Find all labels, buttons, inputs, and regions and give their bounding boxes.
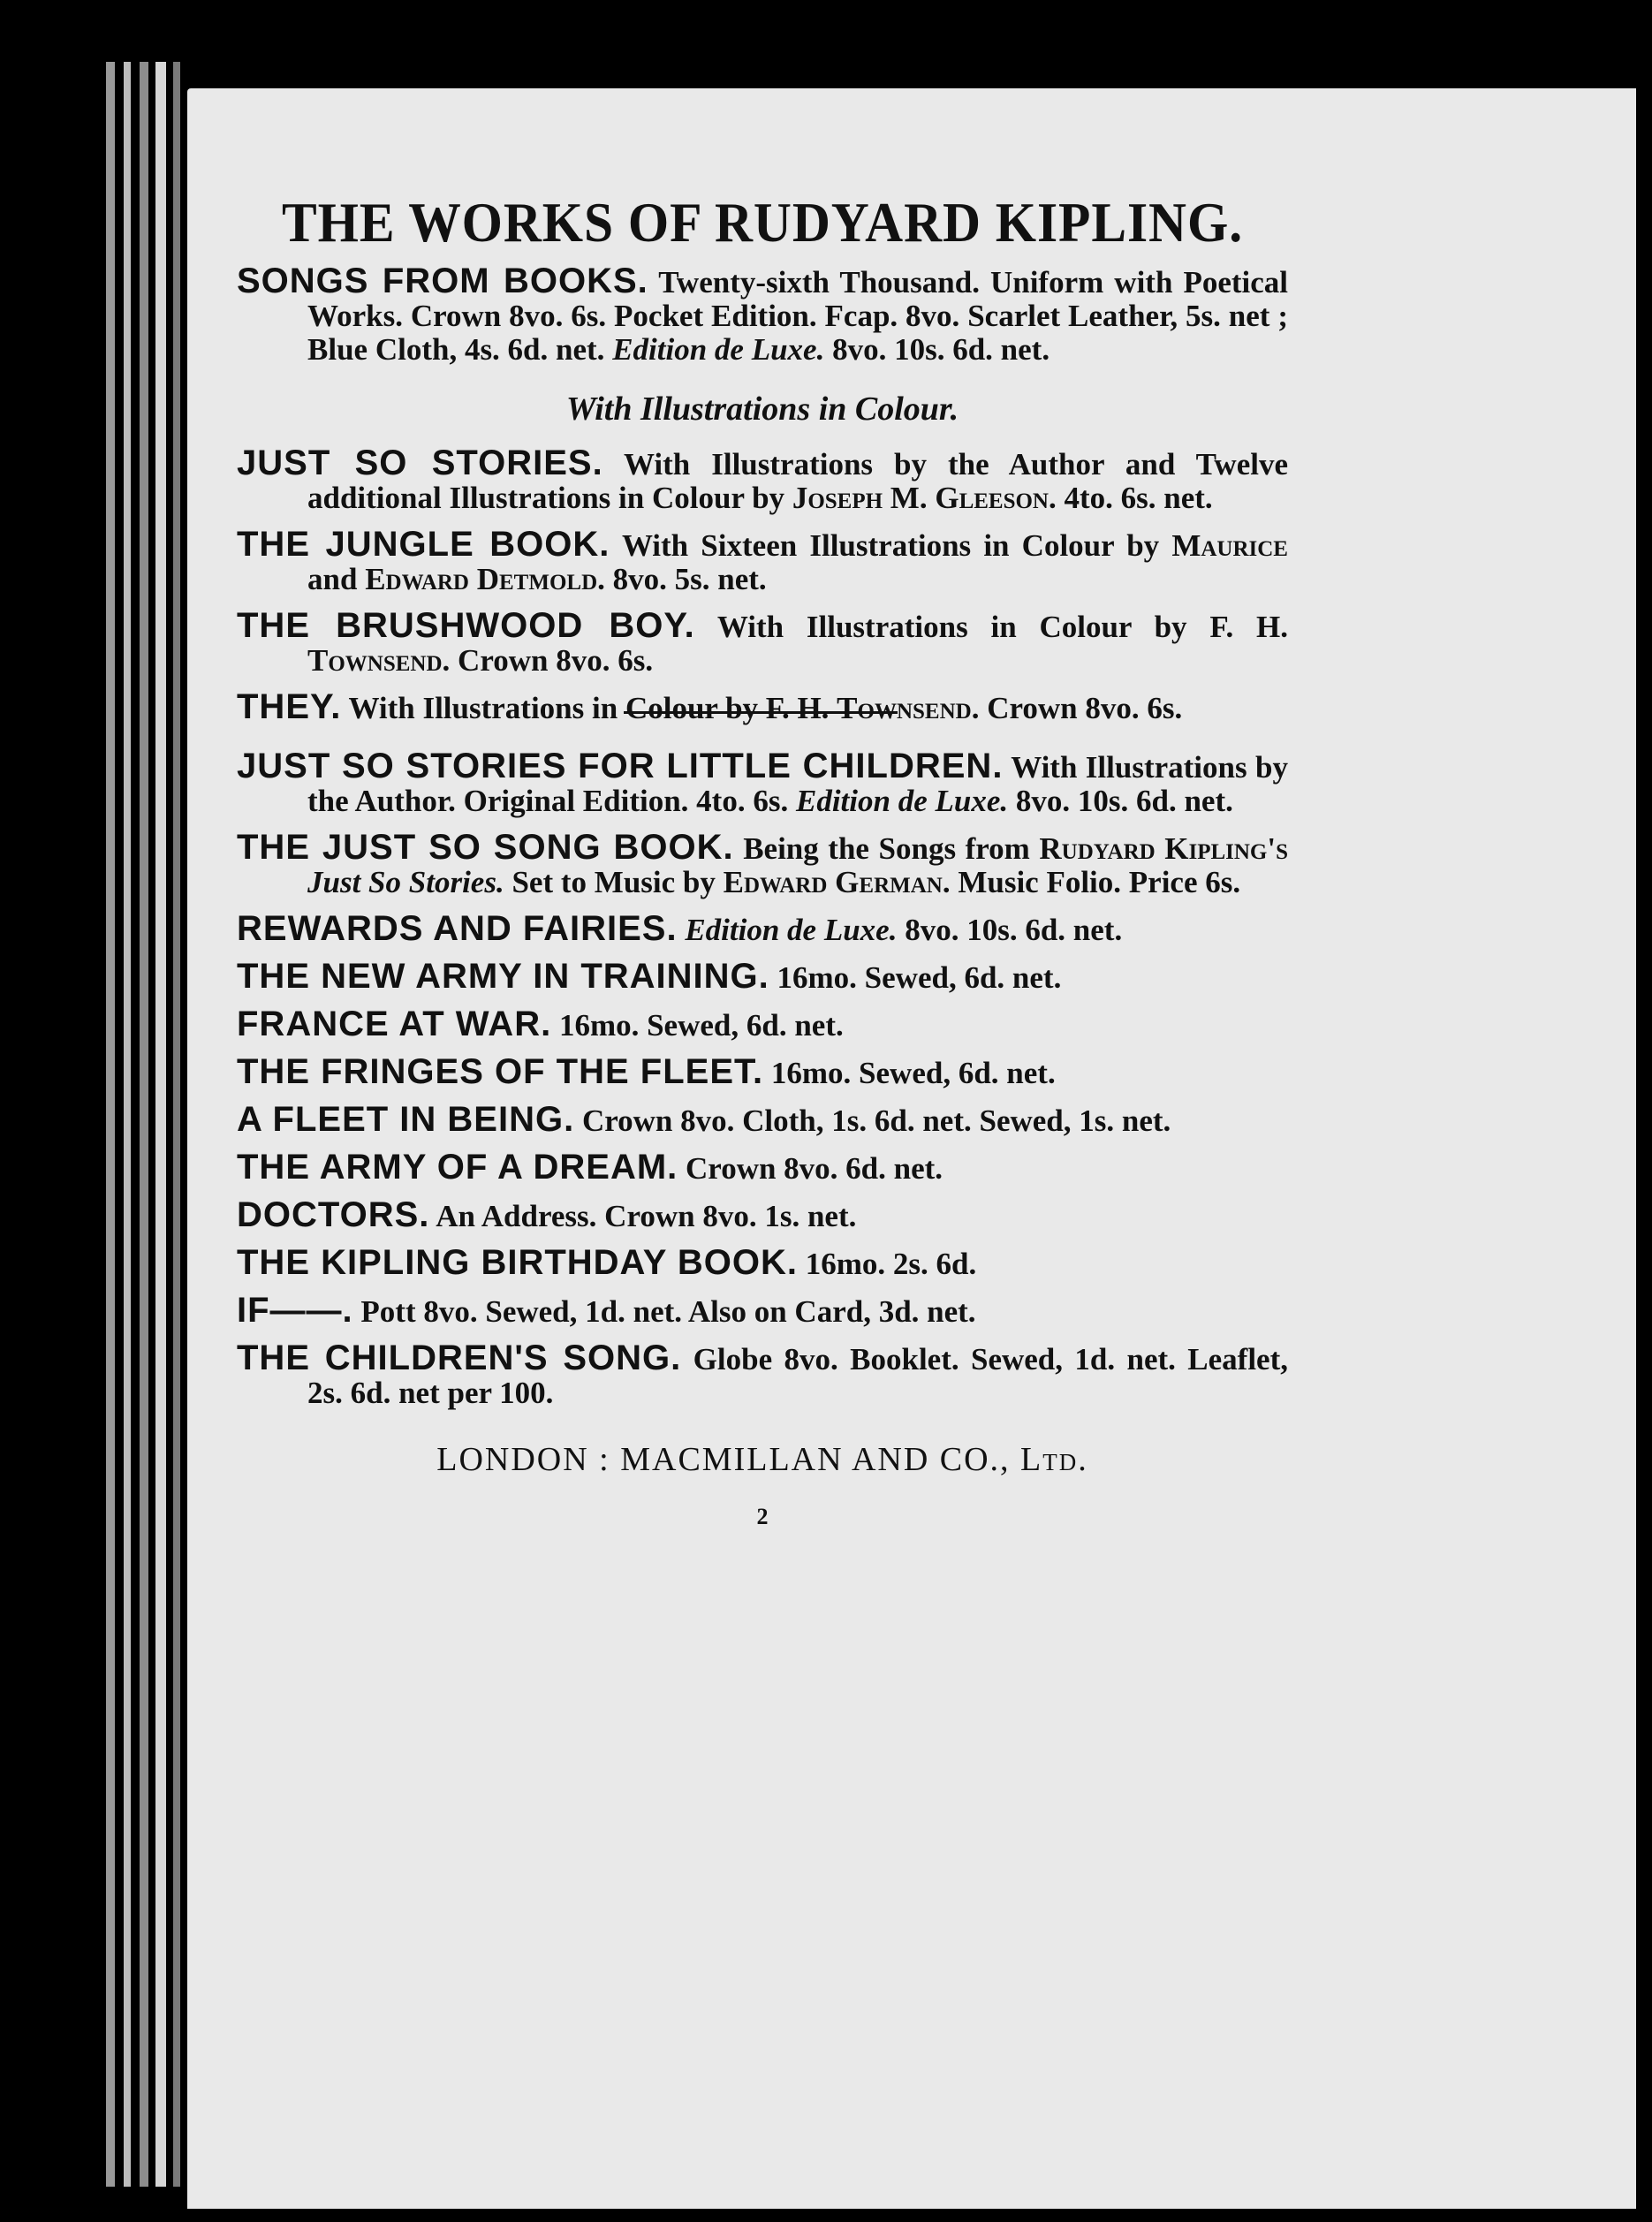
- book-entry: [237, 264, 1288, 367]
- book-details: Crown 8vo. Cloth, 1s. 6d. net. Sewed, 1s. net.: [581, 1103, 1171, 1138]
- book-details: Set to Music by: [504, 865, 724, 899]
- page-number: 2: [756, 1504, 769, 1529]
- book-entry: [237, 446, 1288, 515]
- book-title: THE KIPLING BIRTHDAY BOOK.: [237, 1243, 798, 1282]
- book-title: FRANCE AT WAR.: [237, 1005, 552, 1043]
- book-details: Crown 8vo. 6d. net.: [686, 1151, 943, 1186]
- section-subhead: With Illustrations in Colour.: [565, 391, 959, 428]
- book-details: 8vo. 10s. 6d. net.: [897, 913, 1123, 947]
- book-details: An Address. Crown 8vo. 1s. net.: [436, 1199, 857, 1233]
- book-details: Townsend.: [837, 691, 980, 725]
- book-details: Edward Detmold.: [365, 562, 605, 596]
- book-title: THEY.: [237, 687, 342, 726]
- book-details: With Illustrations by the Author and Twelve additional Illustrations in Colour by: [307, 447, 1288, 515]
- book-edge: [155, 62, 166, 2187]
- book-title: THE FRINGES OF THE FLEET.: [237, 1052, 764, 1091]
- book-title: THE JUST SO SONG BOOK.: [237, 828, 734, 867]
- book-entry: [237, 606, 1289, 678]
- book-title: SONGS FROM BOOKS.: [237, 262, 648, 300]
- book-details: With Illustrations in Colour by F. H.: [716, 610, 1289, 644]
- book-details: With Illustrations in Colour by F. H.: [348, 691, 837, 725]
- book-details: 8vo. 5s. net.: [604, 562, 767, 596]
- book-details: Rudyard Kipling's: [1039, 831, 1289, 866]
- book-list-bottom: [237, 749, 1288, 1410]
- book-details: Edition de Luxe.: [795, 784, 1009, 818]
- book-title: THE ARMY OF A DREAM.: [237, 1148, 678, 1187]
- advertisement-page: [237, 190, 1288, 1530]
- book-entry: [237, 749, 1288, 818]
- book-details: 16mo. Sewed, 6d. net.: [558, 1008, 844, 1043]
- book-details: Being the Songs from: [743, 831, 1040, 866]
- book-entry: [237, 909, 1288, 948]
- book-title: REWARDS AND FAIRIES.: [237, 909, 678, 948]
- book-entry: [237, 830, 1288, 899]
- book-details: Maurice: [1171, 528, 1288, 563]
- book-title: THE CHILDREN'S SONG.: [237, 1339, 682, 1377]
- book-entry: [237, 1007, 1288, 1043]
- book-details: Crown 8vo. 6s.: [979, 691, 1183, 725]
- book-entry: [237, 1100, 1288, 1139]
- book-details: Townsend.: [307, 643, 451, 678]
- book-edge: [140, 62, 148, 2187]
- book-edge: [173, 62, 180, 2187]
- book-title: THE NEW ARMY IN TRAINING.: [237, 957, 769, 996]
- book-details: Just So Stories.: [307, 865, 504, 899]
- book-details: With Sixteen Illustrations in Colour by: [621, 528, 1172, 563]
- book-title: A FLEET IN BEING.: [237, 1100, 575, 1139]
- book-entry: [237, 959, 1288, 995]
- book-details: 16mo. 2s. 6d.: [805, 1247, 977, 1281]
- book-list-colour: [237, 446, 1288, 725]
- book-entry: [237, 1150, 1288, 1186]
- book-list-top: [237, 264, 1288, 367]
- page-title: THE WORKS OF RUDYARD KIPLING.: [281, 191, 1244, 254]
- book-entry: [237, 1195, 1288, 1234]
- book-title: THE JUNGLE BOOK.: [237, 525, 610, 564]
- book-entry: [237, 1293, 1288, 1329]
- book-title: JUST SO STORIES FOR LITTLE CHILDREN.: [237, 747, 1004, 785]
- book-details: 4to. 6s. net.: [1056, 481, 1213, 515]
- book-details: Edition de Luxe.: [612, 332, 825, 367]
- book-details: 8vo. 10s. 6d. net.: [824, 332, 1050, 367]
- book-details: With Illustrations by the Author. Original Edition. 4to. 6s.: [307, 750, 1288, 818]
- book-details: Edition de Luxe.: [685, 913, 898, 947]
- book-details: 16mo. Sewed, 6d. net.: [777, 960, 1062, 995]
- book-edge: [106, 62, 115, 2187]
- book-details: Joseph M. Gleeson.: [792, 481, 1057, 515]
- book-title: THE BRUSHWOOD BOY.: [237, 606, 695, 645]
- publisher-imprint: LONDON : MACMILLAN AND CO., Ltd.: [436, 1441, 1088, 1478]
- book-details: Crown 8vo. 6s.: [450, 643, 654, 678]
- book-details: Globe 8vo. Booklet. Sewed, 1d. net. Leaflet, 2s. 6d. net per 100.: [307, 1342, 1288, 1410]
- book-details: Music Folio. Price 6s.: [950, 865, 1241, 899]
- book-entry: [237, 527, 1288, 596]
- book-details: 16mo. Sewed, 6d. net.: [770, 1056, 1056, 1090]
- book-entry: [237, 1052, 1288, 1091]
- book-entry: [237, 687, 1288, 726]
- book-title: DOCTORS.: [237, 1195, 430, 1234]
- book-entry: [237, 1341, 1288, 1410]
- book-details: and: [307, 562, 366, 596]
- book-details: Twenty-sixth Thousand. Uniform with Poetical Works. Crown 8vo. 6s. Pocket Edition. Fcap. 8vo. Scarlet Leather, 5s. net ; Blue Cloth, 4s. 6d. net.: [307, 265, 1288, 367]
- book-details: Pott 8vo. Sewed, 1d. net. Also on Card, 3d. net.: [360, 1294, 976, 1329]
- book-details: Edward German.: [723, 865, 951, 899]
- book-title: JUST SO STORIES.: [237, 444, 603, 482]
- book-edge: [124, 62, 131, 2187]
- book-title: IF——.: [237, 1291, 353, 1330]
- book-details: 8vo. 10s. 6d. net.: [1008, 784, 1233, 818]
- book-entry: [237, 1243, 1288, 1282]
